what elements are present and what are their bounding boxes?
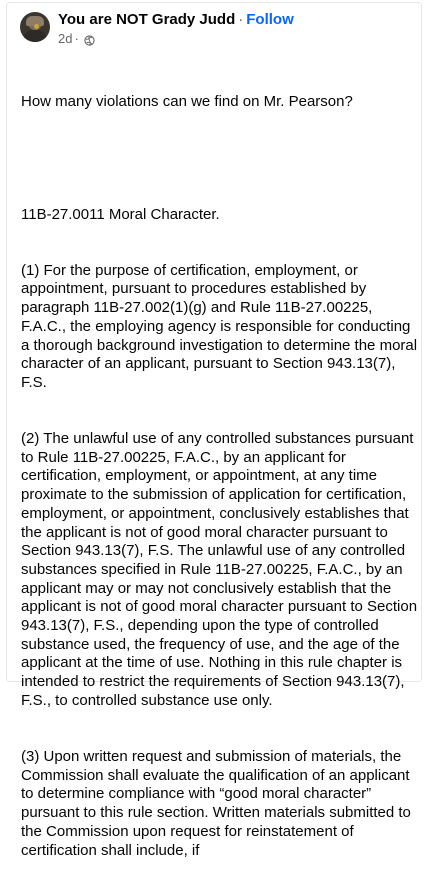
avatar-badge bbox=[34, 24, 39, 29]
globe-icon bbox=[84, 34, 95, 45]
rule-paragraph-2: (2) The unlawful use of any controlled substances pursuant to Rule 11B-27.00225, F.A.C., by an applicant for certification, employment, or appointment, at any time proximate to the submission of application for certification, employment, or appointment, conclusively establishes that the applicant is not of good moral character pursuant to Section 943.13(7), F.S. The unlawful use of any controlled substances specified in Rule 11B-27.00225, F.A.C., by an applicant may or may not conclusively establish that the applicant is not of good moral character pursuant to Section 943.13(7), F.S., depending upon the type of controlled substance used, the frequency of use, and the age of the applicant at the time of use. Nothing in this rule chapter is intended to restrict the requirements of Section 943.13(7), F.S., to controlled substance use only. bbox=[21, 430, 422, 709]
rule-title: 11B-27.0011 Moral Character. bbox=[21, 205, 220, 223]
post-timestamp[interactable]: 2d bbox=[58, 31, 73, 46]
rule-paragraph-3: (3) Upon written request and submission of materials, the Commission shall evaluate the qualification of an applicant to determine compliance with “good moral character” pursuant to this rule section. Written materials submitted to the Commission upon request for reinstatement of certification shall include, if bbox=[21, 748, 416, 859]
follow-button[interactable]: Follow bbox=[246, 11, 294, 28]
post-text bbox=[21, 56, 421, 879]
meta-separator: · bbox=[74, 31, 79, 46]
post-meta bbox=[58, 31, 95, 47]
author-line bbox=[58, 10, 294, 30]
author-separator: · bbox=[238, 11, 244, 28]
post-header bbox=[20, 10, 420, 50]
avatar-body bbox=[23, 30, 47, 42]
blank-line bbox=[21, 150, 421, 169]
post-question: How many violations can we find on Mr. Pearson? bbox=[21, 93, 353, 111]
rule-paragraph-1: (1) For the purpose of certification, employment, or appointment, pursuant to procedures established by paragraph 11B-27.002(1)(g) and Rule 11B-27.00225, F.A.C., the employing agency is responsible for conducting a thorough background investigation to determine the moral character of an applicant, pursuant to Section 943.13(7), F.S. bbox=[21, 261, 422, 391]
author-avatar[interactable] bbox=[20, 12, 50, 42]
author-name[interactable]: You are NOT Grady Judd bbox=[58, 11, 236, 28]
